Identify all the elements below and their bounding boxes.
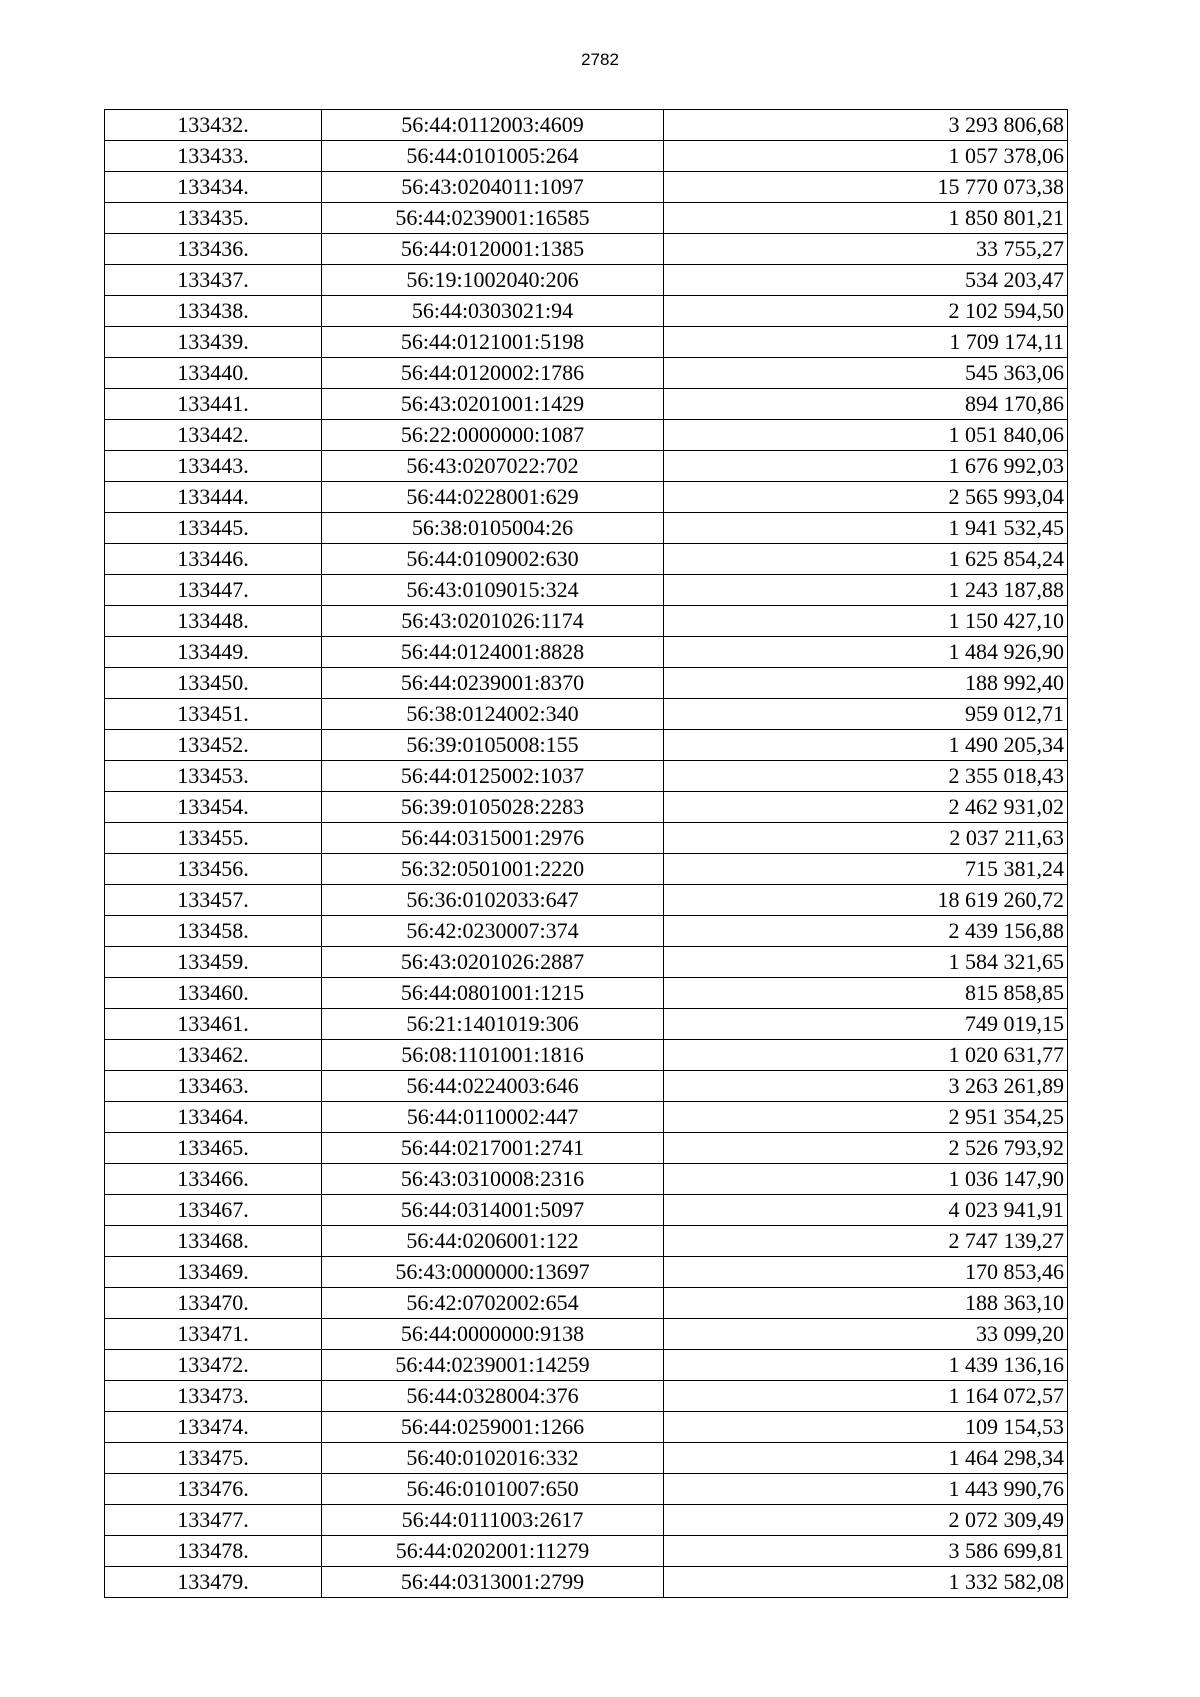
cadastral-number-cell: 56:44:0124001:8828 [322, 637, 664, 668]
cadastral-value-cell: 1 057 378,06 [664, 141, 1068, 172]
cadastral-value-cell: 2 951 354,25 [664, 1102, 1068, 1133]
cadastral-value-cell: 15 770 073,38 [664, 172, 1068, 203]
row-number-cell: 133445. [105, 513, 322, 544]
cadastral-value-cell: 894 170,86 [664, 389, 1068, 420]
cadastral-value-cell: 3 263 261,89 [664, 1071, 1068, 1102]
cadastral-number-cell: 56:43:0201026:1174 [322, 606, 664, 637]
cadastral-value-cell: 3 293 806,68 [664, 110, 1068, 141]
cadastral-number-cell: 56:21:1401019:306 [322, 1009, 664, 1040]
cadastral-value-cell: 959 012,71 [664, 699, 1068, 730]
table-row [105, 761, 1068, 792]
cadastral-number-cell: 56:46:0101007:650 [322, 1474, 664, 1505]
table-row [105, 203, 1068, 234]
table-row [105, 482, 1068, 513]
cadastral-number-cell: 56:44:0110002:447 [322, 1102, 664, 1133]
cadastral-number-cell: 56:32:0501001:2220 [322, 854, 664, 885]
row-number-cell: 133449. [105, 637, 322, 668]
cadastral-number-cell: 56:44:0801001:1215 [322, 978, 664, 1009]
cadastral-value-cell: 1 464 298,34 [664, 1443, 1068, 1474]
row-number-cell: 133451. [105, 699, 322, 730]
row-number-cell: 133456. [105, 854, 322, 885]
table-row [105, 451, 1068, 482]
row-number-cell: 133466. [105, 1164, 322, 1195]
cadastral-number-cell: 56:44:0101005:264 [322, 141, 664, 172]
cadastral-number-cell: 56:22:0000000:1087 [322, 420, 664, 451]
cadastral-number-cell: 56:43:0310008:2316 [322, 1164, 664, 1195]
row-number-cell: 133469. [105, 1257, 322, 1288]
table-row [105, 1009, 1068, 1040]
table-row [105, 1536, 1068, 1567]
cadastral-number-cell: 56:44:0239001:8370 [322, 668, 664, 699]
cadastral-value-cell: 18 619 260,72 [664, 885, 1068, 916]
cadastral-value-cell: 1 439 136,16 [664, 1350, 1068, 1381]
cadastral-value-cell: 1 332 582,08 [664, 1567, 1068, 1598]
table-row [105, 1164, 1068, 1195]
cadastral-value-cell: 2 037 211,63 [664, 823, 1068, 854]
row-number-cell: 133467. [105, 1195, 322, 1226]
cadastral-number-cell: 56:43:0000000:13697 [322, 1257, 664, 1288]
table-row [105, 978, 1068, 1009]
row-number-cell: 133475. [105, 1443, 322, 1474]
table-row [105, 265, 1068, 296]
row-number-cell: 133479. [105, 1567, 322, 1598]
cadastral-value-cell: 109 154,53 [664, 1412, 1068, 1443]
cadastral-number-cell: 56:44:0112003:4609 [322, 110, 664, 141]
cadastral-number-cell: 56:38:0105004:26 [322, 513, 664, 544]
table-row [105, 544, 1068, 575]
row-number-cell: 133443. [105, 451, 322, 482]
cadastral-number-cell: 56:43:0201026:2887 [322, 947, 664, 978]
table-row [105, 1040, 1068, 1071]
row-number-cell: 133454. [105, 792, 322, 823]
cadastral-number-cell: 56:43:0204011:1097 [322, 172, 664, 203]
row-number-cell: 133447. [105, 575, 322, 606]
row-number-cell: 133474. [105, 1412, 322, 1443]
table-row [105, 730, 1068, 761]
cadastral-value-cell: 815 858,85 [664, 978, 1068, 1009]
cadastral-number-cell: 56:39:0105028:2283 [322, 792, 664, 823]
row-number-cell: 133441. [105, 389, 322, 420]
cadastral-value-cell: 1 036 147,90 [664, 1164, 1068, 1195]
cadastral-number-cell: 56:36:0102033:647 [322, 885, 664, 916]
cadastral-number-cell: 56:08:1101001:1816 [322, 1040, 664, 1071]
row-number-cell: 133461. [105, 1009, 322, 1040]
table-row [105, 668, 1068, 699]
cadastral-value-cell: 1 625 854,24 [664, 544, 1068, 575]
row-number-cell: 133473. [105, 1381, 322, 1412]
table-row [105, 172, 1068, 203]
cadastral-value-cell: 1 676 992,03 [664, 451, 1068, 482]
cadastral-value-cell: 1 584 321,65 [664, 947, 1068, 978]
table-row [105, 513, 1068, 544]
row-number-cell: 133437. [105, 265, 322, 296]
cadastral-number-cell: 56:44:0206001:122 [322, 1226, 664, 1257]
table-row [105, 575, 1068, 606]
row-number-cell: 133440. [105, 358, 322, 389]
row-number-cell: 133455. [105, 823, 322, 854]
row-number-cell: 133453. [105, 761, 322, 792]
row-number-cell: 133470. [105, 1288, 322, 1319]
table-row [105, 141, 1068, 172]
row-number-cell: 133472. [105, 1350, 322, 1381]
cadastral-number-cell: 56:44:0314001:5097 [322, 1195, 664, 1226]
row-number-cell: 133471. [105, 1319, 322, 1350]
table-row [105, 823, 1068, 854]
table-row [105, 1071, 1068, 1102]
table-row [105, 916, 1068, 947]
table-row [105, 1133, 1068, 1164]
cadastral-value-cell: 2 072 309,49 [664, 1505, 1068, 1536]
cadastral-value-cell: 188 363,10 [664, 1288, 1068, 1319]
row-number-cell: 133442. [105, 420, 322, 451]
cadastral-value-cell: 2 747 139,27 [664, 1226, 1068, 1257]
cadastral-value-cell: 1 020 631,77 [664, 1040, 1068, 1071]
table-row [105, 234, 1068, 265]
table-row [105, 637, 1068, 668]
row-number-cell: 133435. [105, 203, 322, 234]
cadastral-value-cell: 33 099,20 [664, 1319, 1068, 1350]
row-number-cell: 133458. [105, 916, 322, 947]
table-row [105, 327, 1068, 358]
cadastral-number-cell: 56:44:0303021:94 [322, 296, 664, 327]
table-row [105, 699, 1068, 730]
row-number-cell: 133436. [105, 234, 322, 265]
cadastral-value-cell: 33 755,27 [664, 234, 1068, 265]
cadastral-number-cell: 56:44:0111003:2617 [322, 1505, 664, 1536]
table-row [105, 1226, 1068, 1257]
cadastral-number-cell: 56:43:0201001:1429 [322, 389, 664, 420]
table-row [105, 1288, 1068, 1319]
row-number-cell: 133476. [105, 1474, 322, 1505]
table-row [105, 1567, 1068, 1598]
row-number-cell: 133477. [105, 1505, 322, 1536]
row-number-cell: 133433. [105, 141, 322, 172]
table-row [105, 885, 1068, 916]
cadastral-value-cell: 749 019,15 [664, 1009, 1068, 1040]
cadastral-value-cell: 1 443 990,76 [664, 1474, 1068, 1505]
table-row [105, 1319, 1068, 1350]
cadastral-value-cell: 1 051 840,06 [664, 420, 1068, 451]
cadastral-number-cell: 56:44:0000000:9138 [322, 1319, 664, 1350]
cadastral-number-cell: 56:44:0120002:1786 [322, 358, 664, 389]
row-number-cell: 133459. [105, 947, 322, 978]
cadastral-number-cell: 56:42:0230007:374 [322, 916, 664, 947]
table-row [105, 1102, 1068, 1133]
cadastral-value-cell: 715 381,24 [664, 854, 1068, 885]
table-row [105, 854, 1068, 885]
cadastral-value-cell: 2 526 793,92 [664, 1133, 1068, 1164]
row-number-cell: 133463. [105, 1071, 322, 1102]
row-number-cell: 133468. [105, 1226, 322, 1257]
row-number-cell: 133460. [105, 978, 322, 1009]
cadastral-number-cell: 56:44:0202001:11279 [322, 1536, 664, 1567]
table-row [105, 358, 1068, 389]
cadastral-number-cell: 56:44:0109002:630 [322, 544, 664, 575]
cadastral-value-cell: 3 586 699,81 [664, 1536, 1068, 1567]
cadastral-number-cell: 56:44:0259001:1266 [322, 1412, 664, 1443]
row-number-cell: 133432. [105, 110, 322, 141]
cadastral-value-cell: 2 565 993,04 [664, 482, 1068, 513]
table-body [105, 110, 1068, 1598]
cadastral-value-cell: 188 992,40 [664, 668, 1068, 699]
table-row [105, 1350, 1068, 1381]
row-number-cell: 133446. [105, 544, 322, 575]
cadastral-value-cell: 1 941 532,45 [664, 513, 1068, 544]
cadastral-value-cell: 534 203,47 [664, 265, 1068, 296]
cadastral-value-cell: 1 150 427,10 [664, 606, 1068, 637]
page-number: 2782 [581, 50, 619, 69]
cadastral-number-cell: 56:44:0313001:2799 [322, 1567, 664, 1598]
cadastral-number-cell: 56:44:0315001:2976 [322, 823, 664, 854]
cadastral-number-cell: 56:44:0328004:376 [322, 1381, 664, 1412]
cadastral-number-cell: 56:44:0125002:1037 [322, 761, 664, 792]
cadastral-value-cell: 545 363,06 [664, 358, 1068, 389]
table-row [105, 1443, 1068, 1474]
table-row [105, 947, 1068, 978]
row-number-cell: 133439. [105, 327, 322, 358]
cadastral-number-cell: 56:43:0207022:702 [322, 451, 664, 482]
table-row [105, 792, 1068, 823]
row-number-cell: 133434. [105, 172, 322, 203]
table-row [105, 1195, 1068, 1226]
table-row [105, 1505, 1068, 1536]
row-number-cell: 133462. [105, 1040, 322, 1071]
table-row [105, 296, 1068, 327]
table-row [105, 606, 1068, 637]
cadastral-value-table [104, 109, 1068, 1598]
table-row [105, 389, 1068, 420]
cadastral-number-cell: 56:39:0105008:155 [322, 730, 664, 761]
row-number-cell: 133450. [105, 668, 322, 699]
row-number-cell: 133457. [105, 885, 322, 916]
row-number-cell: 133444. [105, 482, 322, 513]
cadastral-value-cell: 2 355 018,43 [664, 761, 1068, 792]
cadastral-value-cell: 1 850 801,21 [664, 203, 1068, 234]
cadastral-number-cell: 56:44:0239001:14259 [322, 1350, 664, 1381]
table-row [105, 1474, 1068, 1505]
cadastral-value-cell: 170 853,46 [664, 1257, 1068, 1288]
cadastral-number-cell: 56:44:0228001:629 [322, 482, 664, 513]
cadastral-value-cell: 2 462 931,02 [664, 792, 1068, 823]
row-number-cell: 133464. [105, 1102, 322, 1133]
cadastral-value-cell: 4 023 941,91 [664, 1195, 1068, 1226]
cadastral-number-cell: 56:42:0702002:654 [322, 1288, 664, 1319]
cadastral-value-cell: 1 164 072,57 [664, 1381, 1068, 1412]
cadastral-number-cell: 56:38:0124002:340 [322, 699, 664, 730]
cadastral-number-cell: 56:43:0109015:324 [322, 575, 664, 606]
row-number-cell: 133438. [105, 296, 322, 327]
cadastral-number-cell: 56:44:0121001:5198 [322, 327, 664, 358]
cadastral-value-cell: 1 484 926,90 [664, 637, 1068, 668]
cadastral-number-cell: 56:44:0239001:16585 [322, 203, 664, 234]
row-number-cell: 133465. [105, 1133, 322, 1164]
table-row [105, 1257, 1068, 1288]
cadastral-number-cell: 56:44:0120001:1385 [322, 234, 664, 265]
cadastral-value-cell: 1 490 205,34 [664, 730, 1068, 761]
cadastral-number-cell: 56:40:0102016:332 [322, 1443, 664, 1474]
cadastral-value-cell: 1 243 187,88 [664, 575, 1068, 606]
cadastral-number-cell: 56:44:0217001:2741 [322, 1133, 664, 1164]
table-row [105, 420, 1068, 451]
cadastral-value-cell: 1 709 174,11 [664, 327, 1068, 358]
table-row [105, 1412, 1068, 1443]
row-number-cell: 133478. [105, 1536, 322, 1567]
cadastral-number-cell: 56:44:0224003:646 [322, 1071, 664, 1102]
table-row [105, 1381, 1068, 1412]
row-number-cell: 133448. [105, 606, 322, 637]
cadastral-value-cell: 2 102 594,50 [664, 296, 1068, 327]
table-row [105, 110, 1068, 141]
cadastral-value-cell: 2 439 156,88 [664, 916, 1068, 947]
row-number-cell: 133452. [105, 730, 322, 761]
cadastral-number-cell: 56:19:1002040:206 [322, 265, 664, 296]
